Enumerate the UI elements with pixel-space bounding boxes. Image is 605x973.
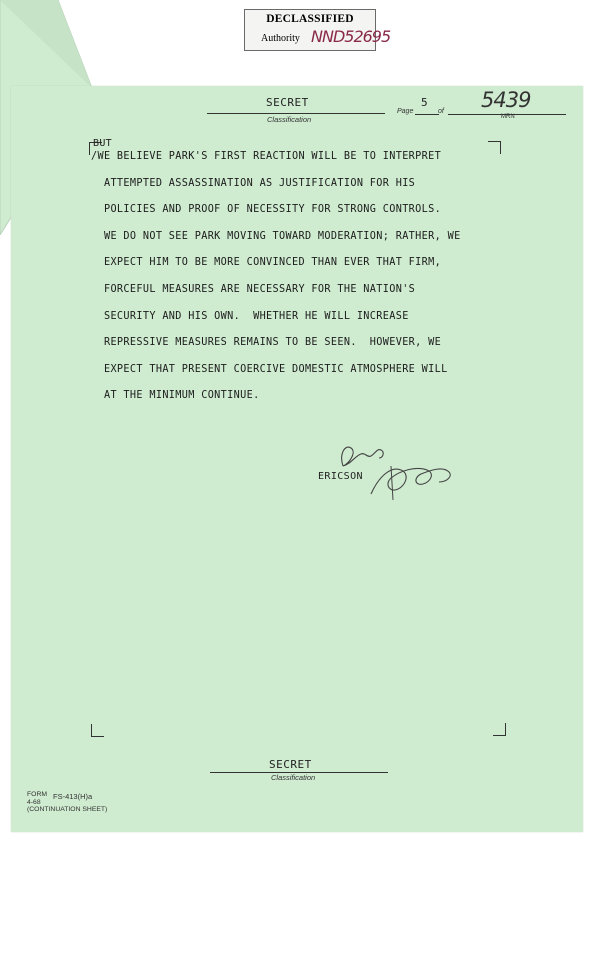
footer-classification: SECRET [269, 758, 312, 771]
document-sheet [11, 86, 583, 832]
header-classification: SECRET [266, 96, 309, 109]
of-label: of [438, 108, 444, 115]
mrn-number: 5439 [481, 88, 531, 112]
corner-mark-bottom-left [91, 724, 104, 737]
stamp-authority-number: NND52695 [311, 27, 391, 46]
body-line: EXPECT HIM TO BE MORE CONVINCED THAN EVER THAT FIRM, [91, 257, 442, 269]
form-note: (CONTINUATION SHEET) [27, 806, 108, 814]
mrn-label: MRN [501, 114, 515, 120]
page-line [415, 114, 439, 115]
message-body [91, 144, 531, 410]
form-label: FORM [27, 791, 48, 798]
stamp-authority [245, 27, 391, 46]
signer-name: ERICSON [318, 471, 363, 482]
body-line: ATTEMPTED ASSASSINATION AS JUSTIFICATION FOR HIS [91, 177, 416, 189]
stamp-title: DECLASSIFIED [266, 13, 354, 25]
body-line: AT THE MINIMUM CONTINUE. [91, 390, 260, 402]
form-date: 4-68 [27, 798, 41, 806]
handwritten-signature [331, 436, 461, 501]
body-line: FORCEFUL MEASURES ARE NECESSARY FOR THE NATION'S [91, 283, 416, 295]
stamp-authority-label: Authority [261, 33, 300, 44]
page-number: 5 [421, 96, 428, 109]
page-label: Page [397, 108, 414, 115]
declassified-stamp [244, 9, 391, 51]
body-line: /WE BELIEVE PARK'S FIRST REACTION WILL BE TO INTERPRET [91, 151, 442, 162]
body-line: REPRESSIVE MEASURES REMAINS TO BE SEEN. HOWEVER, WE [91, 337, 442, 349]
corner-mark-bottom-right [493, 723, 506, 736]
footer-classification-caption: Classification [271, 773, 316, 782]
form-identifier [27, 791, 107, 814]
header-classification-line [207, 113, 385, 114]
handwritten-insertion: BUT [93, 138, 112, 149]
form-code: FS-413(H)a [53, 792, 93, 801]
body-line: EXPECT THAT PRESENT COERCIVE DOMESTIC ATMOSPHERE WILL [91, 363, 448, 375]
header-classification-caption: Classification [267, 115, 312, 124]
body-line: SECURITY AND HIS OWN. WHETHER HE WILL INCREASE [91, 310, 409, 322]
body-line: WE DO NOT SEE PARK MOVING TOWARD MODERATION; RATHER, WE [91, 230, 461, 242]
body-line: POLICIES AND PROOF OF NECESSITY FOR STRONG CONTROLS. [91, 204, 442, 216]
